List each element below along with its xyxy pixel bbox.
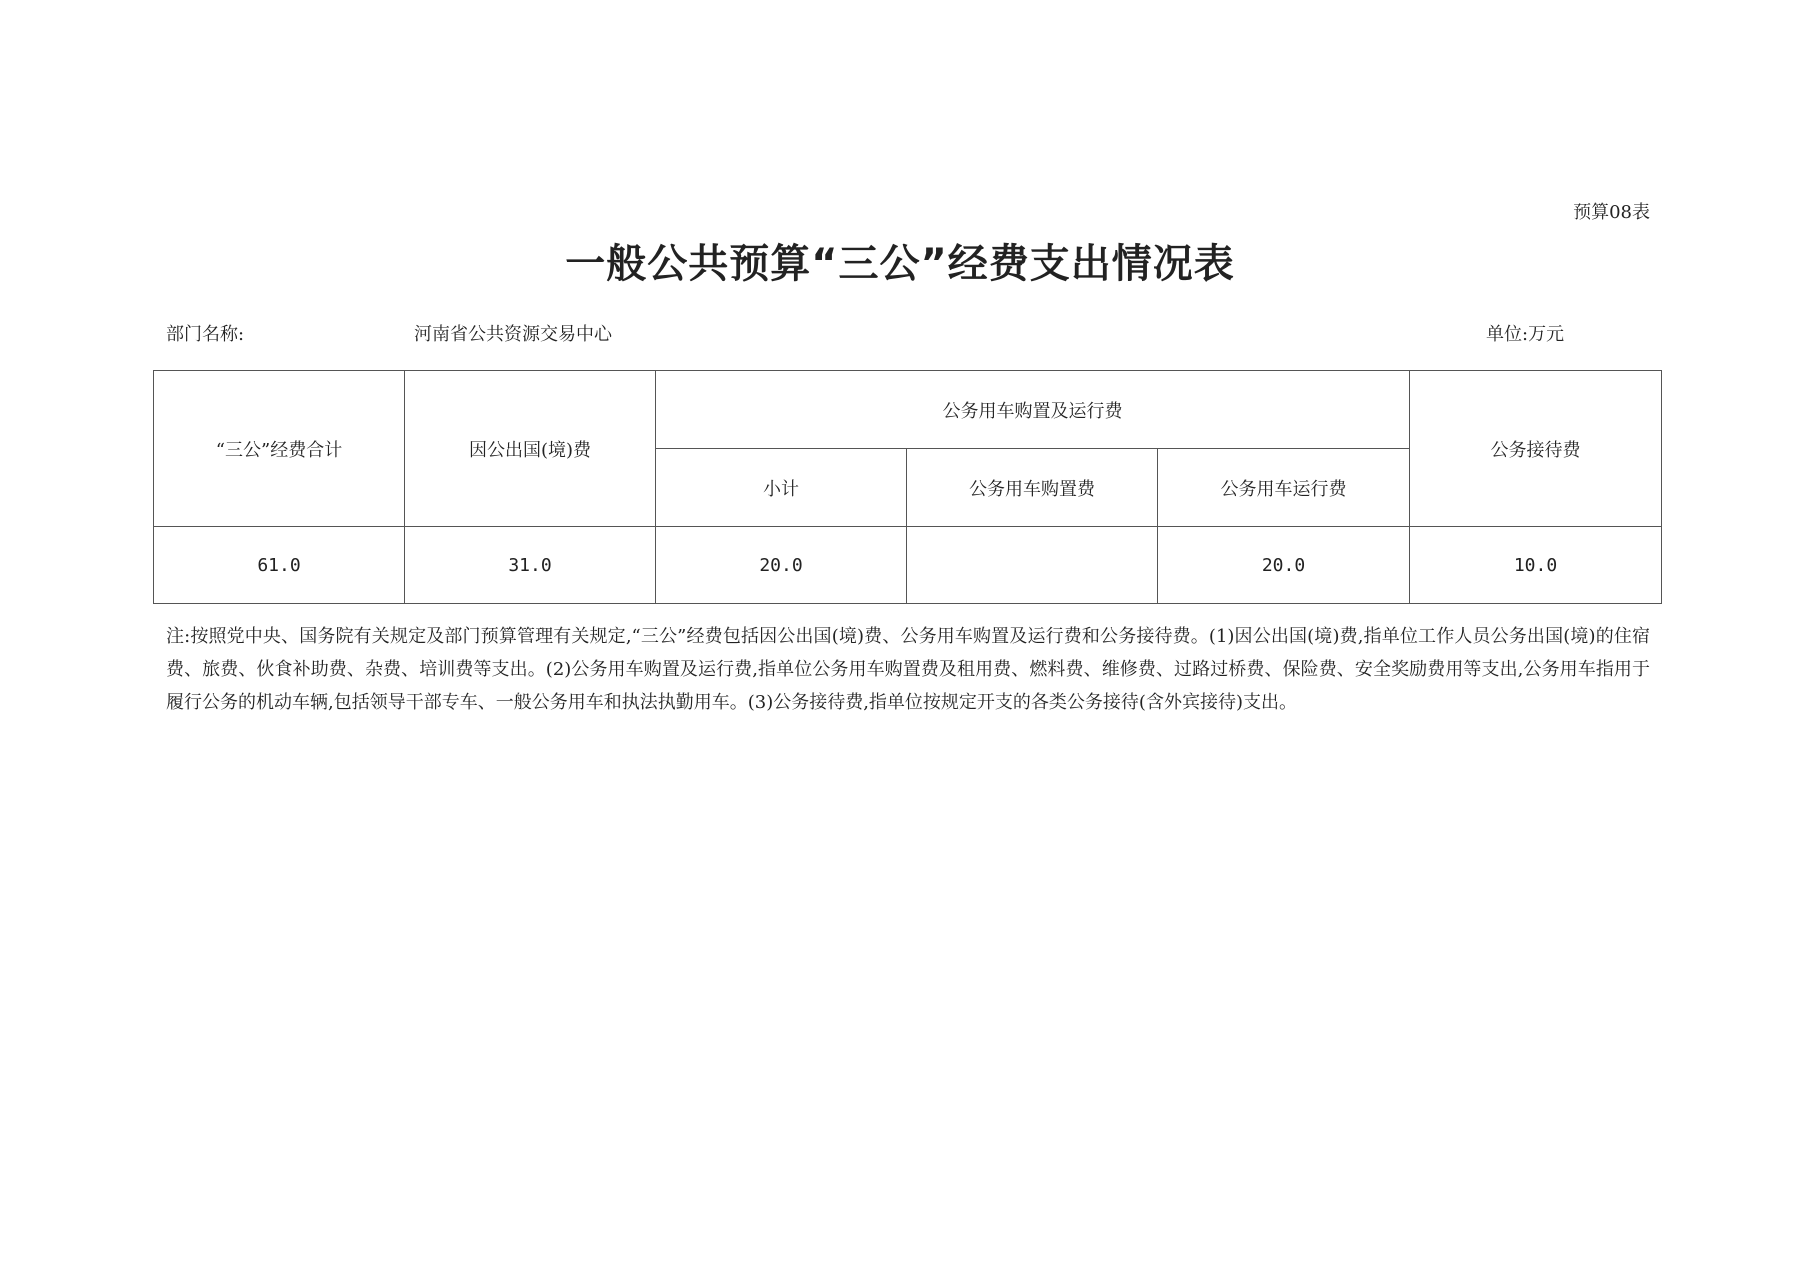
cell-vehicle-subtotal: 20.0 xyxy=(656,527,907,604)
cell-vehicle-purchase xyxy=(907,527,1158,604)
header-vehicle-group: 公务用车购置及运行费 xyxy=(656,371,1410,449)
header-vehicle-purchase: 公务用车购置费 xyxy=(907,449,1158,527)
header-overseas: 因公出国(境)费 xyxy=(405,371,656,527)
unit-label: 单位:万元 xyxy=(1486,324,1565,345)
header-row-1 xyxy=(154,371,1662,449)
table-row xyxy=(154,527,1662,604)
form-number: 预算08表 xyxy=(1573,202,1650,223)
header-total: “三公”经费合计 xyxy=(154,371,405,527)
department-label: 部门名称: xyxy=(166,324,245,345)
header-reception: 公务接待费 xyxy=(1410,371,1662,527)
cell-vehicle-operation: 20.0 xyxy=(1158,527,1410,604)
cell-overseas: 31.0 xyxy=(405,527,656,604)
department-name: 河南省公共资源交易中心 xyxy=(414,324,612,345)
footnote: 注:按照党中央、国务院有关规定及部门预算管理有关规定,“三公”经费包括因公出国(境)费、公务用车购置及运行费和公务接待费。(1)因公出国(境)费,指单位工作人员公务出国(境)的住宿费、旅费、伙食补助费、杂费、培训费等支出。(2)公务用车购置及运行费,指单位公务用车购置费及租用费、燃料费、维修费、过路过桥费、保险费、安全奖励费用等支出,公务用车指用于履行公务的机动车辆,包括领导干部专车、一般公务用车和执法执勤用车。(3)公务接待费,指单位按规定开支的各类公务接待(含外宾接待)支出。 xyxy=(166,626,1650,713)
header-vehicle-subtotal: 小计 xyxy=(656,449,907,527)
header-vehicle-operation: 公务用车运行费 xyxy=(1158,449,1410,527)
cell-total: 61.0 xyxy=(154,527,405,604)
budget-table xyxy=(153,370,1662,604)
page-title: 一般公共预算“三公”经费支出情况表 xyxy=(565,241,1235,287)
cell-reception: 10.0 xyxy=(1410,527,1662,604)
